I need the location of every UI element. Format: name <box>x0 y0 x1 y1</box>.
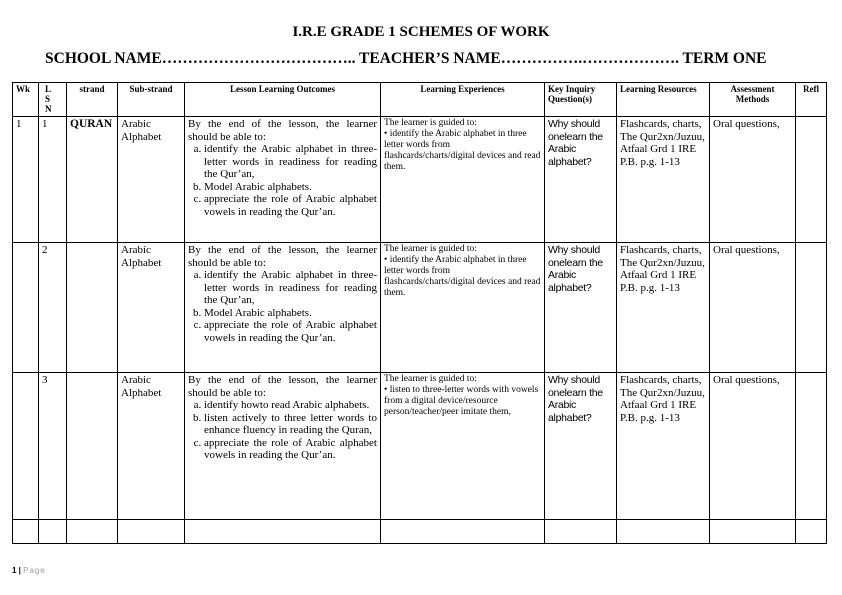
school-teacher-term-line: SCHOOL NAME……………………………….. TEACHER’S NAME…………….………………. TERM ONE <box>45 50 767 67</box>
week-cell <box>13 373 39 520</box>
assessment-cell: Oral questions, <box>710 117 796 243</box>
strand-cell <box>67 373 118 520</box>
resources-cell: Flashcards, charts, The Qur2xn/Juzuu, Atfaal Grd 1 IRE P.B. p.g. 1-13 <box>617 373 710 520</box>
substrand-cell: Arabic Alphabet <box>118 373 185 520</box>
lesson-number-cell: 1 <box>39 117 67 243</box>
outcomes-intro: By the end of the lesson, the learner should be able to: <box>188 374 377 399</box>
resources-cell: Flashcards, charts, The Qur2xn/Juzuu, Atfaal Grd 1 IRE P.B. p.g. 1-13 <box>617 117 710 243</box>
empty-cell <box>381 520 545 544</box>
learning-experiences-cell <box>381 373 545 520</box>
outcomes-cell <box>185 373 381 520</box>
table-row <box>13 373 827 520</box>
key-inquiry-cell: Why should onelearn the Arabic alphabet? <box>545 373 617 520</box>
column-header: Learning Experiences <box>381 83 545 117</box>
lesson-number-cell: 2 <box>39 243 67 373</box>
lesson-number-cell: 3 <box>39 373 67 520</box>
key-inquiry-cell: Why should onelearn the Arabic alphabet? <box>545 243 617 373</box>
outcome-item: a. identify the Arabic alphabet in three-letter words in readiness for reading the Qur’an, <box>204 269 377 307</box>
empty-row <box>13 520 827 544</box>
learning-experiences-cell <box>381 243 545 373</box>
week-cell <box>13 243 39 373</box>
column-header: strand <box>67 83 118 117</box>
table-row <box>13 117 827 243</box>
column-header: L S N <box>39 83 67 117</box>
week-cell: 1 <box>13 117 39 243</box>
table-row <box>13 243 827 373</box>
experiences-intro: The learner is guided to: <box>384 244 477 254</box>
schemes-table <box>12 82 827 544</box>
outcome-item: c. appreciate the role of Arabic alphabet vowels in reading the Qur’an. <box>204 437 377 462</box>
strand-cell <box>67 243 118 373</box>
empty-cell <box>67 520 118 544</box>
reflection-cell <box>796 117 827 243</box>
outcome-item: b. Model Arabic alphabets. <box>204 307 377 320</box>
assessment-cell: Oral questions, <box>710 373 796 520</box>
outcome-item: b. listen actively to three letter words to enhance fluency in reading the Quran, <box>204 412 377 437</box>
outcome-item: a. identify howto read Arabic alphabets. <box>204 399 377 412</box>
experience-item: • identify the Arabic alphabet in three letter words from flashcards/charts/digital devices and read them. <box>384 129 541 172</box>
column-header: Refl <box>796 83 827 117</box>
experiences-intro: The learner is guided to: <box>384 118 477 128</box>
document-title: I.R.E GRADE 1 SCHEMES OF WORK <box>292 24 550 40</box>
strand-cell: QURAN <box>67 117 118 243</box>
empty-cell <box>710 520 796 544</box>
empty-cell <box>39 520 67 544</box>
column-header: Wk <box>13 83 39 117</box>
outcomes-intro: By the end of the lesson, the learner should be able to: <box>188 244 377 269</box>
outcomes-cell <box>185 243 381 373</box>
column-header: Sub-strand <box>118 83 185 117</box>
column-header: Assessment Methods <box>710 83 796 117</box>
page-number: 1 <box>12 566 17 575</box>
learning-experiences-cell <box>381 117 545 243</box>
empty-cell <box>185 520 381 544</box>
outcomes-list <box>188 269 377 344</box>
outcome-item: a. identify the Arabic alphabet in three-letter words in readiness for reading the Qur’an, <box>204 143 377 181</box>
reflection-cell <box>796 373 827 520</box>
outcomes-list <box>188 399 377 462</box>
empty-cell <box>13 520 39 544</box>
resources-cell: Flashcards, charts, The Qur2xn/Juzuu, Atfaal Grd 1 IRE P.B. p.g. 1-13 <box>617 243 710 373</box>
key-inquiry-cell: Why should onelearn the Arabic alphabet? <box>545 117 617 243</box>
assessment-cell: Oral questions, <box>710 243 796 373</box>
substrand-cell: Arabic Alphabet <box>118 243 185 373</box>
page-footer <box>12 566 46 575</box>
empty-cell <box>796 520 827 544</box>
outcomes-list <box>188 143 377 218</box>
outcome-item: c. appreciate the role of Arabic alphabet vowels in reading the Qur’an. <box>204 319 377 344</box>
substrand-cell: Arabic Alphabet <box>118 117 185 243</box>
footer-separator: | <box>16 566 24 575</box>
column-header: Lesson Learning Outcomes <box>185 83 381 117</box>
experiences-intro: The learner is guided to: <box>384 374 477 384</box>
page-label: Page <box>23 566 46 575</box>
outcomes-intro: By the end of the lesson, the learner should be able to: <box>188 118 377 143</box>
outcomes-cell <box>185 117 381 243</box>
reflection-cell <box>796 243 827 373</box>
column-header: Learning Resources <box>617 83 710 117</box>
experience-item: • identify the Arabic alphabet in three letter words from flashcards/charts/digital devices and read them. <box>384 255 541 298</box>
experience-item: • listen to three-letter words with vowels from a digital device/resource person/teacher/peer imitate them, <box>384 385 539 417</box>
outcome-item: c. appreciate the role of Arabic alphabet vowels in reading the Qur’an. <box>204 193 377 218</box>
empty-cell <box>617 520 710 544</box>
header-row <box>13 83 827 117</box>
column-header: Key Inquiry Question(s) <box>545 83 617 117</box>
outcome-item: b. Model Arabic alphabets. <box>204 181 377 194</box>
empty-cell <box>545 520 617 544</box>
empty-cell <box>118 520 185 544</box>
